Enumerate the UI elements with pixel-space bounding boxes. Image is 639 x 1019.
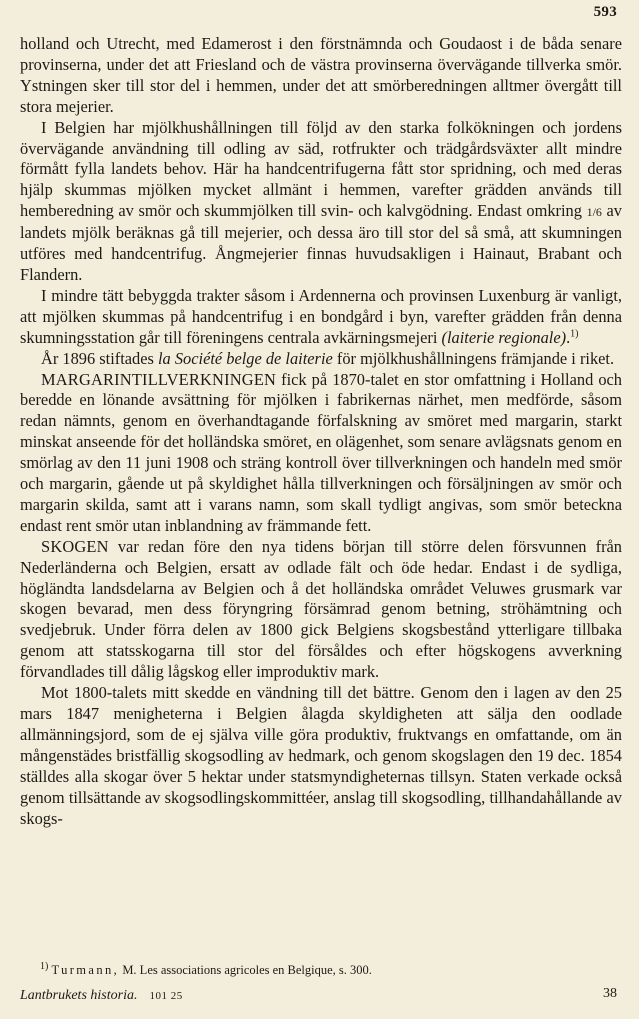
- paragraph-2: [20, 118, 622, 286]
- footer-sheet-number: 38: [603, 986, 617, 1001]
- footer-signature: 101 25: [149, 990, 183, 1002]
- footnote-author: Turmann,: [51, 963, 120, 977]
- footnote: [40, 962, 620, 978]
- paragraph-3-italic: (laiterie regionale): [441, 327, 567, 347]
- paragraph-7: Mot 1800-talets mitt skedde en vändning till det bättre. Genom den i lagen av den 25 mars 1847 menigheterna i Belgien ålagda skyldigheten att sälja den oodlade allmänningsjord, som de ej själva ville göra produktiv, fruktvangs en omfattande, om än mångenstädes bristfällig skogsodling av hedmark, och genom skogslagen den 19 dec. 1854 ställdes alla skogar över 5 hektar under statsmyndigheternas tillsyn. Staten verkade också genom tillsättande av skogsodlingskommittéer, anslag till skogsodling, tillhandahållande av skogs-: [20, 683, 622, 828]
- paragraph-3-text-b: .: [566, 327, 571, 347]
- footer-book-title: Lantbrukets historia.: [20, 988, 138, 1003]
- footnote-citation: M. Les associations agricoles en Belgique, s. 300.: [119, 963, 372, 977]
- page-number: 593: [593, 4, 617, 20]
- paragraph-3: [20, 286, 622, 349]
- section-heading-skogen: SKOGEN: [41, 536, 109, 556]
- paragraph-4: [20, 349, 622, 370]
- footnote-reference: 1): [570, 328, 579, 340]
- paragraph-4-text-b: för mjölkhushållningens främjande i riket.: [332, 348, 615, 368]
- paragraph-2-text-a: I Belgien har mjölkhushållningen till följd av den starka folkökningen och jordens övervägande användning till odling av säd, rotfrukter och trädgårdsväxter allt mindre förmått fylla landets behov. Här ha handcentrifugerna fått stor spridning, och med deras hjälp skummas mjölken mycket allmänt i hemmen, varefter grädden används till hemberedning av smör och skummjölken till svin- och kalvgödning. Endast omkring: [20, 117, 622, 221]
- fraction-one-sixth: 1/6: [586, 205, 602, 220]
- paragraph-3-text-a: I mindre tätt bebyggda trakter såsom i Ardennerna och provinsen Luxenburg är vanligt, att mjölken skummas på handcentrifug i en bondgård i byn, varefter grädden från denna skumningsstation går till föreningens centrala avkärningsmejeri: [20, 285, 622, 347]
- footer-left: [20, 988, 183, 1004]
- footnote-marker: 1): [40, 960, 49, 972]
- paragraph-6: [20, 537, 622, 683]
- paragraph-4-italic: la Société belge de laiterie: [158, 348, 333, 368]
- paragraph-4-text-a: År 1896 stiftades: [41, 348, 158, 368]
- paragraph-2-text-b: av landets mjölk beräknas gå till mejerier, och dessa äro till stor del så små, att skumningen utföres med handcentrifug. Ångmejerier finnas huvudsakligen i Hainaut, Brabant och Flandern.: [20, 201, 622, 284]
- paragraph-5-text: fick på 1870-talet en stor omfattning i Holland och beredde en lönande avsättning för mjölken i fabrikernas närhet, men medförde, såsom redan nämnts, genom en överhandtagande förfalskning av smöret med margarin, starkt minskat anseende för det holländska smöret, en olägenhet, som senare avlägsnats genom en smörlag av den 11 juni 1908 och sträng kontroll över tillverkningen och handeln med smör och margarin, gående ut på skyldighet hålla tillverkningen och försäljningen av smör och margarin skilda, samt att i varans namn, som skall tydligt angivas, som smör beteckna endast rent smör utan inblandning av främmande fett.: [20, 369, 622, 535]
- paragraph-6-text: var redan före den nya tidens början till större delen försvunnen från Nederländerna och Belgien, ersatt av odlade fält och öde hedar. Endast i de sydliga, högländta landsdelarna av Belgien och å det holländska området Veluwes grusmark var skogen bevarad, men dess föryngring försämrad genom betning, ströhämtning och svedjebruk. Under förra delen av 1800 gick Belgiens skogsbestånd ytterligare tillbaka genom att statsskogarna till stor del försåldes och efter högskogens avverkning förvandlades till dålig lågskog eller improduktiv mark.: [20, 536, 622, 682]
- paragraph-1: holland och Utrecht, med Edamerost i den förstnämnda och Goudaost i de båda senare provinserna, under det att Friesland och de västra provinserna övervägande tillverka smör. Ystningen sker till stor del i hemmen, under det att smörberedningen alltmer övergått till stora mejerier.: [20, 34, 622, 116]
- paragraph-5: [20, 370, 622, 537]
- body-text: [20, 34, 622, 829]
- section-heading-margarin: MARGARINTILLVERKNINGEN: [41, 369, 277, 389]
